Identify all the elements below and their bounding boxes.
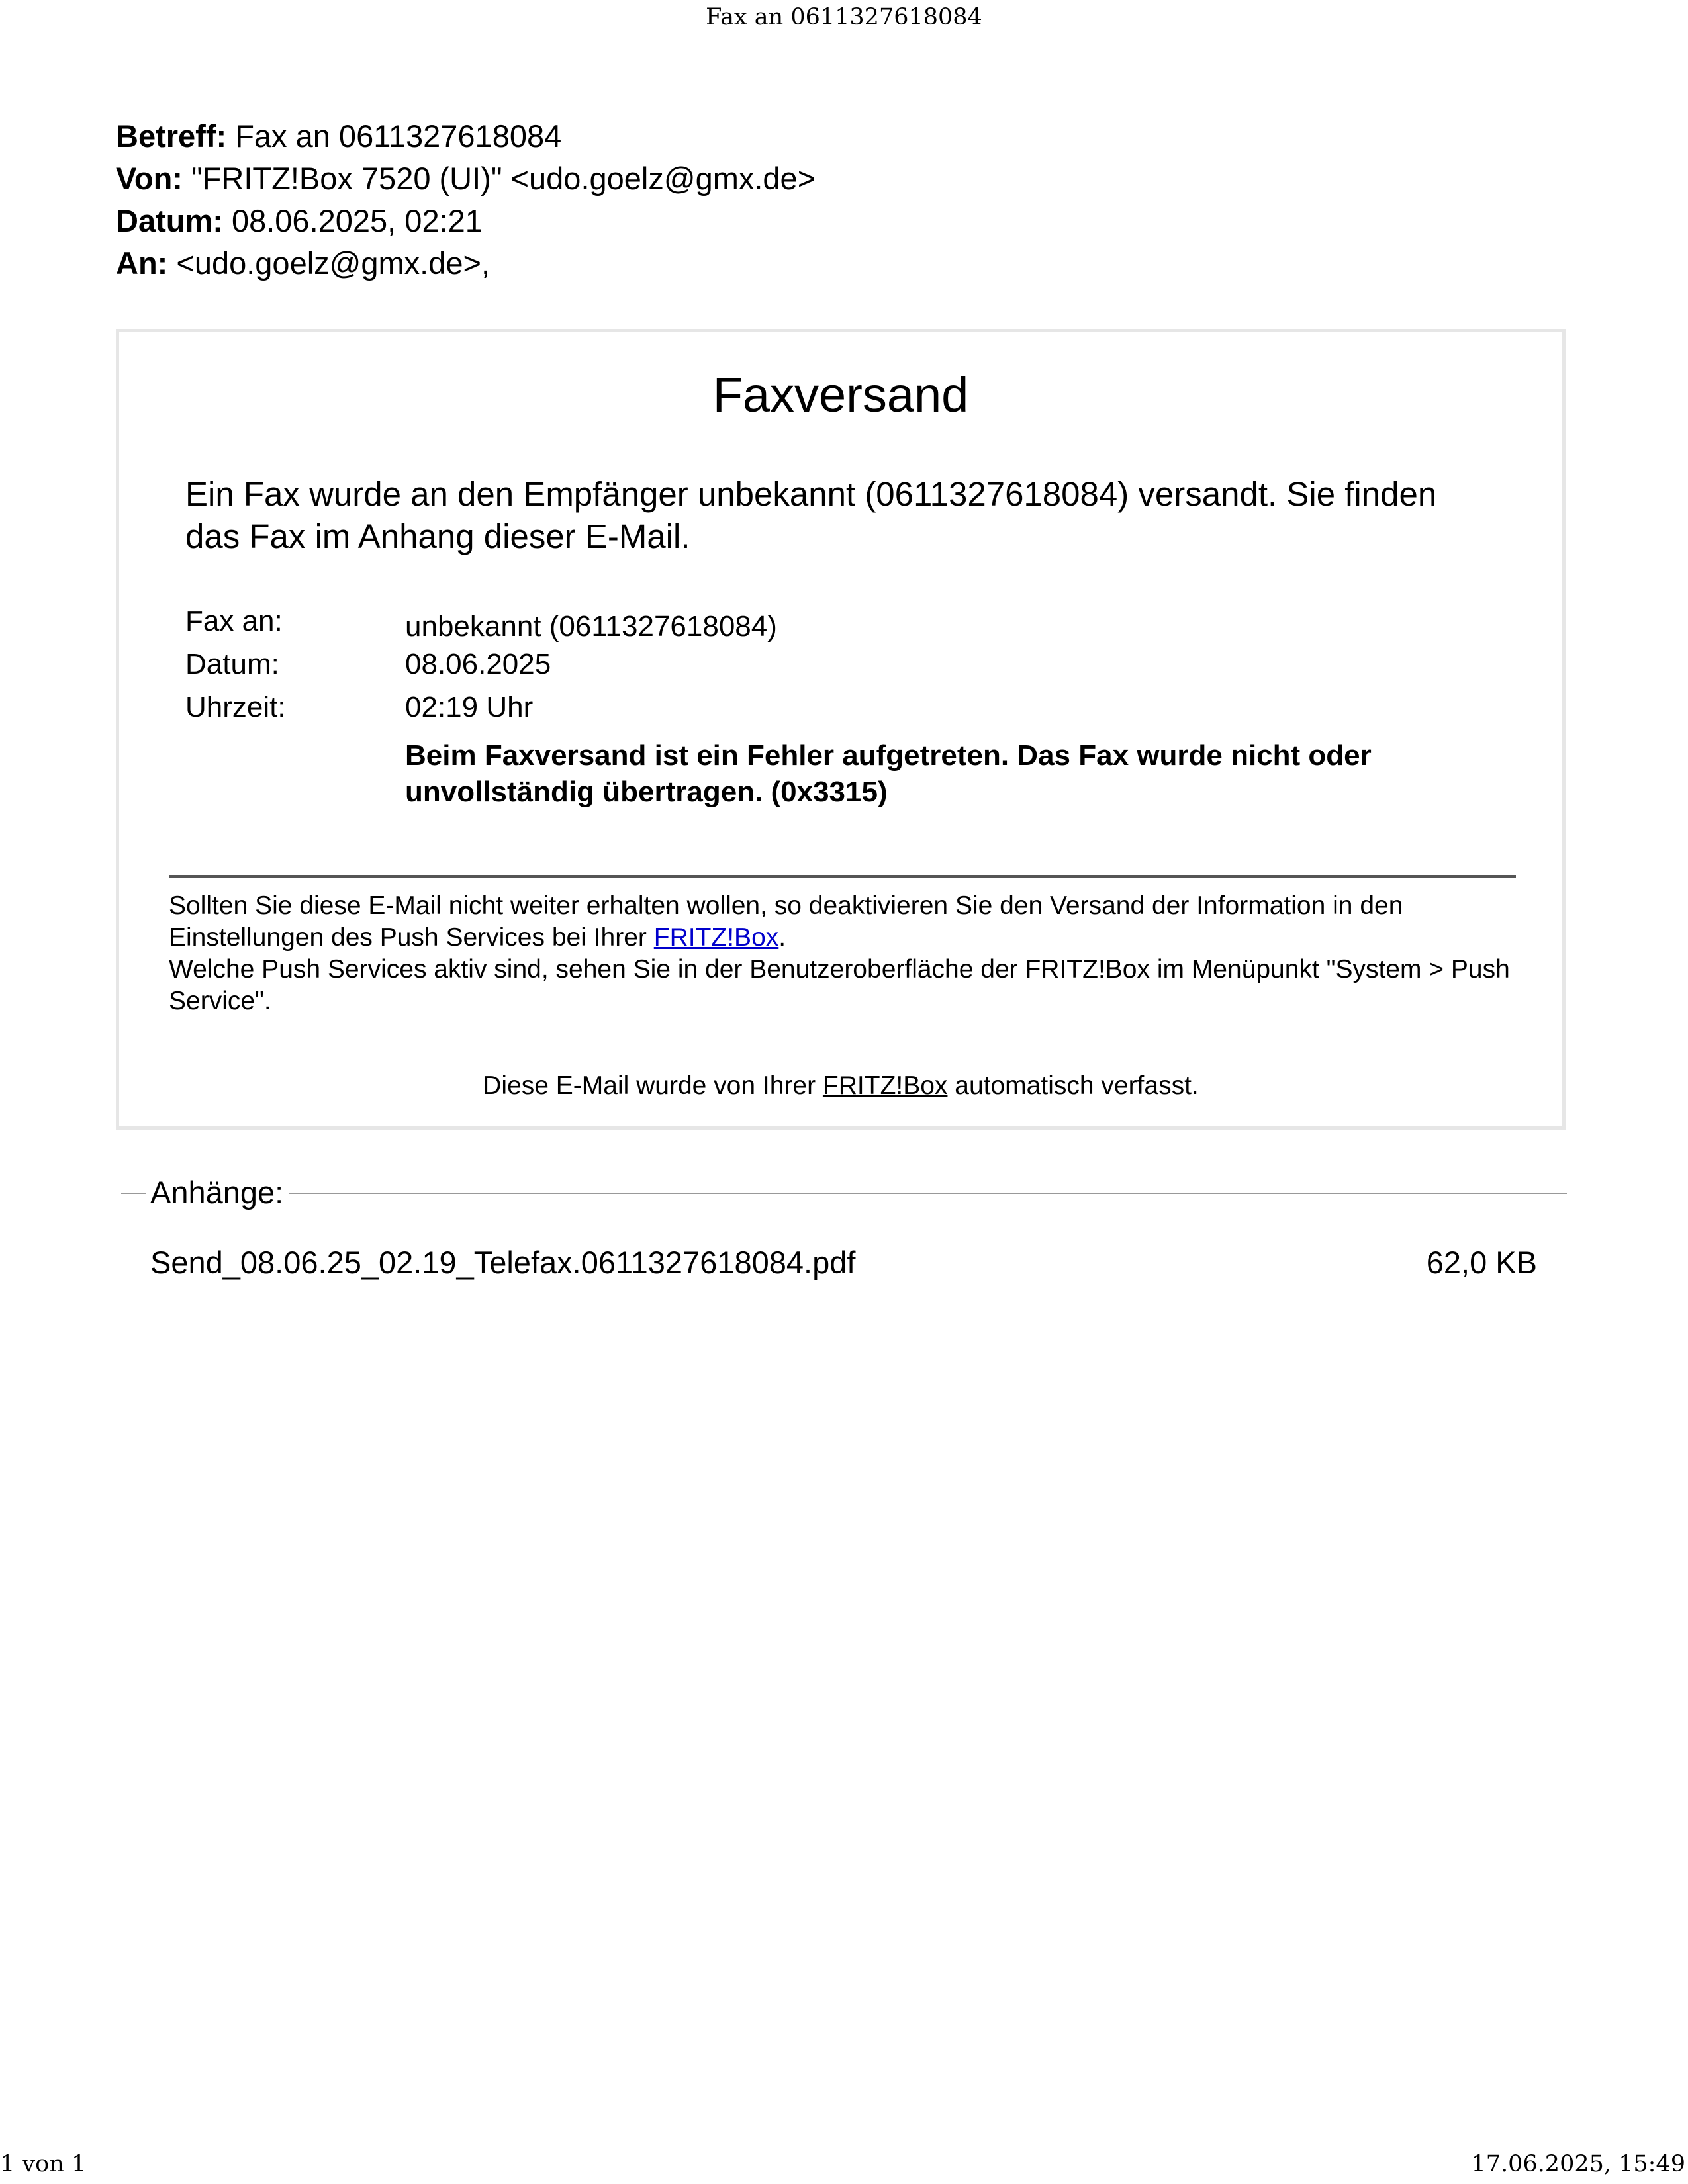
from-label: Von: bbox=[116, 161, 183, 196]
date-label: Datum: bbox=[116, 203, 223, 238]
printed-timestamp: 17.06.2025, 15:49 bbox=[1471, 2151, 1685, 2177]
detail-label: Uhrzeit: bbox=[185, 691, 286, 723]
page-counter: 1 von 1 bbox=[0, 2151, 87, 2177]
attachment-file-name[interactable]: Send_08.06.25_02.19_Telefax.0611327618084.pdf bbox=[150, 1245, 856, 1280]
mail-headers bbox=[116, 115, 816, 285]
to-value: <udo.goelz@gmx.de>, bbox=[176, 246, 491, 281]
detail-value: 08.06.2025 bbox=[405, 648, 551, 680]
to-label: An: bbox=[116, 246, 168, 281]
auto-generated-note bbox=[119, 1070, 1562, 1102]
fritzbox-link-footer[interactable]: FRITZ!Box bbox=[822, 1071, 948, 1100]
attachments-title: Anhänge: bbox=[150, 1175, 284, 1210]
push-note-text-end: . bbox=[778, 923, 786, 952]
to-row bbox=[116, 242, 816, 285]
detail-value: 02:19 Uhr bbox=[405, 691, 534, 723]
attachments-rule-right bbox=[289, 1193, 1567, 1194]
error-message: Beim Faxversand ist ein Fehler aufgetreten. Das Fax wurde nicht oder unvollständig übertragen. (0x3315) bbox=[405, 739, 1372, 808]
print-header-title: Fax an 0611327618084 bbox=[706, 4, 982, 30]
subject-label: Betreff: bbox=[116, 118, 227, 154]
mail-body bbox=[116, 329, 1566, 1130]
detail-value: unbekannt (0611327618084) bbox=[405, 610, 777, 643]
from-row bbox=[116, 158, 816, 200]
attachment-file-size: 62,0 KB bbox=[1426, 1245, 1537, 1280]
date-value: 08.06.2025, 02:21 bbox=[231, 203, 483, 238]
auto-note-text-end: automatisch verfasst. bbox=[947, 1071, 1199, 1100]
divider bbox=[169, 875, 1516, 878]
attachments-rule-left bbox=[121, 1193, 146, 1194]
detail-label: Fax an: bbox=[185, 605, 283, 637]
push-note-text: Sollten Sie diese E-Mail nicht weiter erhalten wollen, so deaktivieren Sie den Versand der Information in den Einstellungen des Push Services bei Ihrer bbox=[169, 891, 1403, 952]
from-value: "FRITZ!Box 7520 (UI)" <udo.goelz@gmx.de> bbox=[191, 161, 816, 196]
date-row bbox=[116, 200, 816, 242]
auto-note-text: Diese E-Mail wurde von Ihrer bbox=[483, 1071, 823, 1100]
fritzbox-link[interactable]: FRITZ!Box bbox=[653, 923, 779, 952]
subject-value: Fax an 0611327618084 bbox=[235, 118, 562, 154]
body-title: Faxversand bbox=[712, 367, 969, 422]
subject-row bbox=[116, 115, 816, 158]
push-service-note bbox=[169, 890, 1526, 1017]
body-intro: Ein Fax wurde an den Empfänger unbekannt (0611327618084) versandt. Sie finden das Fax im Anhang dieser E-Mail. bbox=[185, 475, 1437, 555]
push-note-line2: Welche Push Services aktiv sind, sehen Sie in der Benutzeroberfläche der FRITZ!Box im Menüpunkt "System > Push Service". bbox=[169, 955, 1510, 1015]
detail-label: Datum: bbox=[185, 648, 279, 680]
